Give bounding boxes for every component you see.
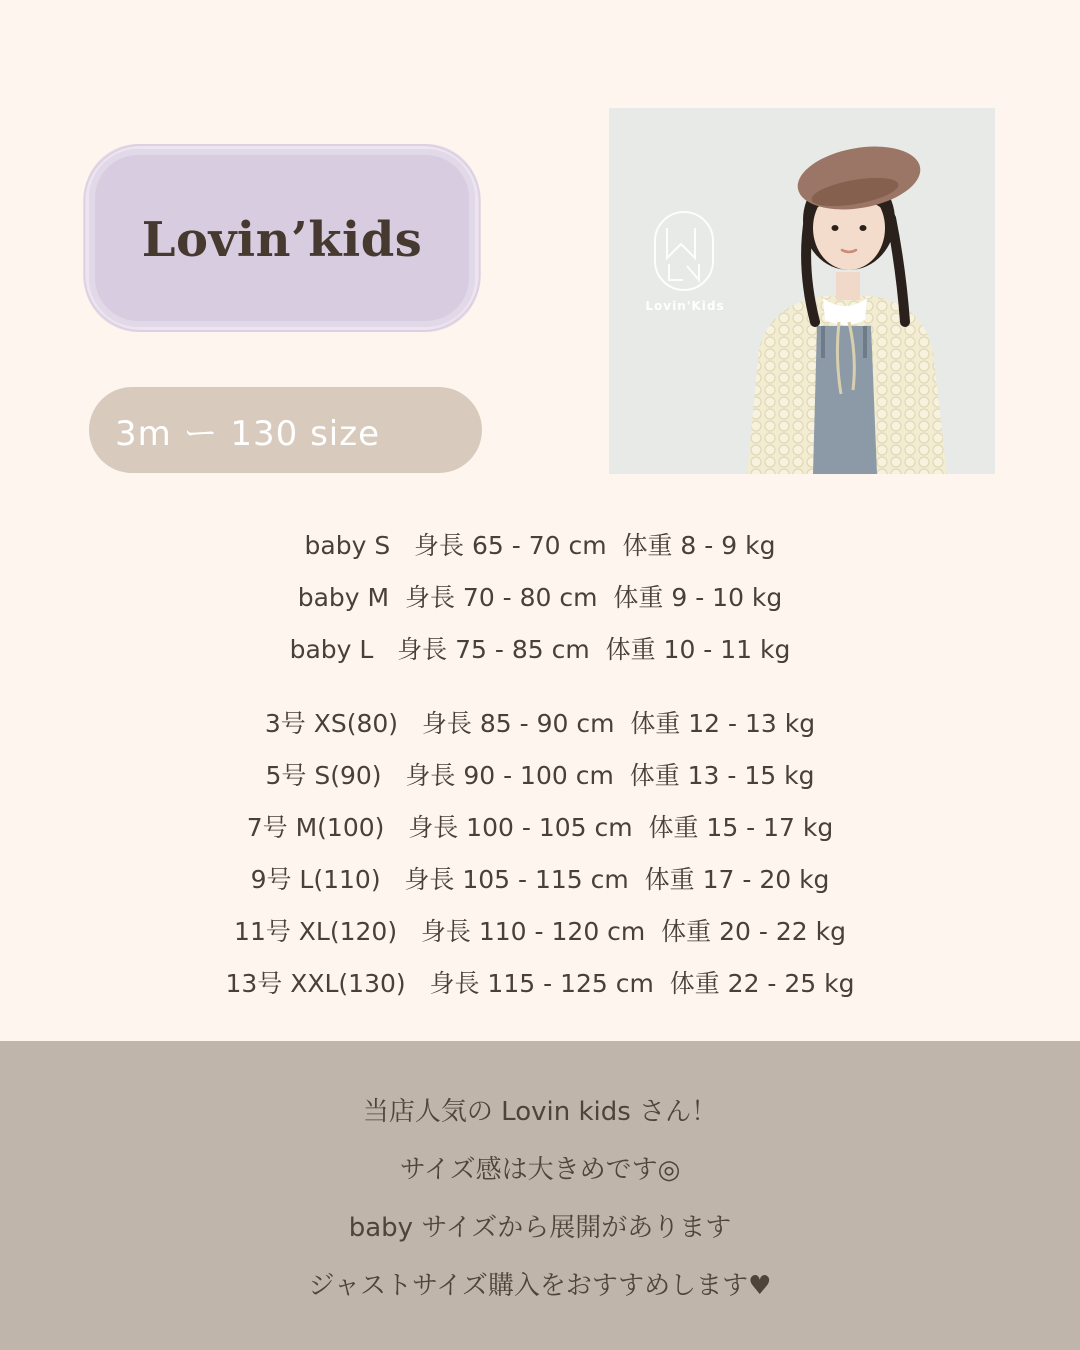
photo-logo-text: Lovin'Kids xyxy=(645,299,725,313)
size-row-baby-l: baby L 身長 75 - 85 cm 体重 10 - 11 kg xyxy=(289,635,791,664)
note-band xyxy=(0,1041,1080,1350)
note-line-1: 当店人気の Lovin kids さん！ xyxy=(362,1097,718,1127)
size-row-xl: 11号 XL(120) 身長 110 - 120 cm 体重 20 - 22 kg xyxy=(234,917,846,946)
size-row-l: 9号 L(110) 身長 105 - 115 cm 体重 17 - 20 kg xyxy=(250,865,830,894)
product-photo xyxy=(609,108,995,474)
size-range-label: 3m ー 130 size xyxy=(115,413,380,454)
size-row-m: 7号 M(100) 身長 100 - 105 cm 体重 15 - 17 kg xyxy=(246,813,834,842)
size-row-baby-s: baby S 身長 65 - 70 cm 体重 8 - 9 kg xyxy=(304,531,776,560)
size-range-pill xyxy=(89,387,482,473)
size-row-baby-m: baby M 身長 70 - 80 cm 体重 9 - 10 kg xyxy=(297,583,783,612)
note-line-4: ジャストサイズ購入をおすすめします♥ xyxy=(308,1271,772,1301)
size-row-xs: 3号 XS(80) 身長 85 - 90 cm 体重 12 - 13 kg xyxy=(264,709,816,738)
size-row-s: 5号 S(90) 身長 90 - 100 cm 体重 13 - 15 kg xyxy=(265,761,815,790)
note-line-3: baby サイズから展開があります xyxy=(348,1213,732,1243)
note-line-2: サイズ感は大きめです◎ xyxy=(399,1155,681,1185)
brand-title: Lovin’kids xyxy=(141,212,423,268)
brand-badge xyxy=(86,146,478,330)
size-row-xxl: 13号 XXL(130) 身長 115 - 125 cm 体重 22 - 25 kg xyxy=(225,969,855,998)
